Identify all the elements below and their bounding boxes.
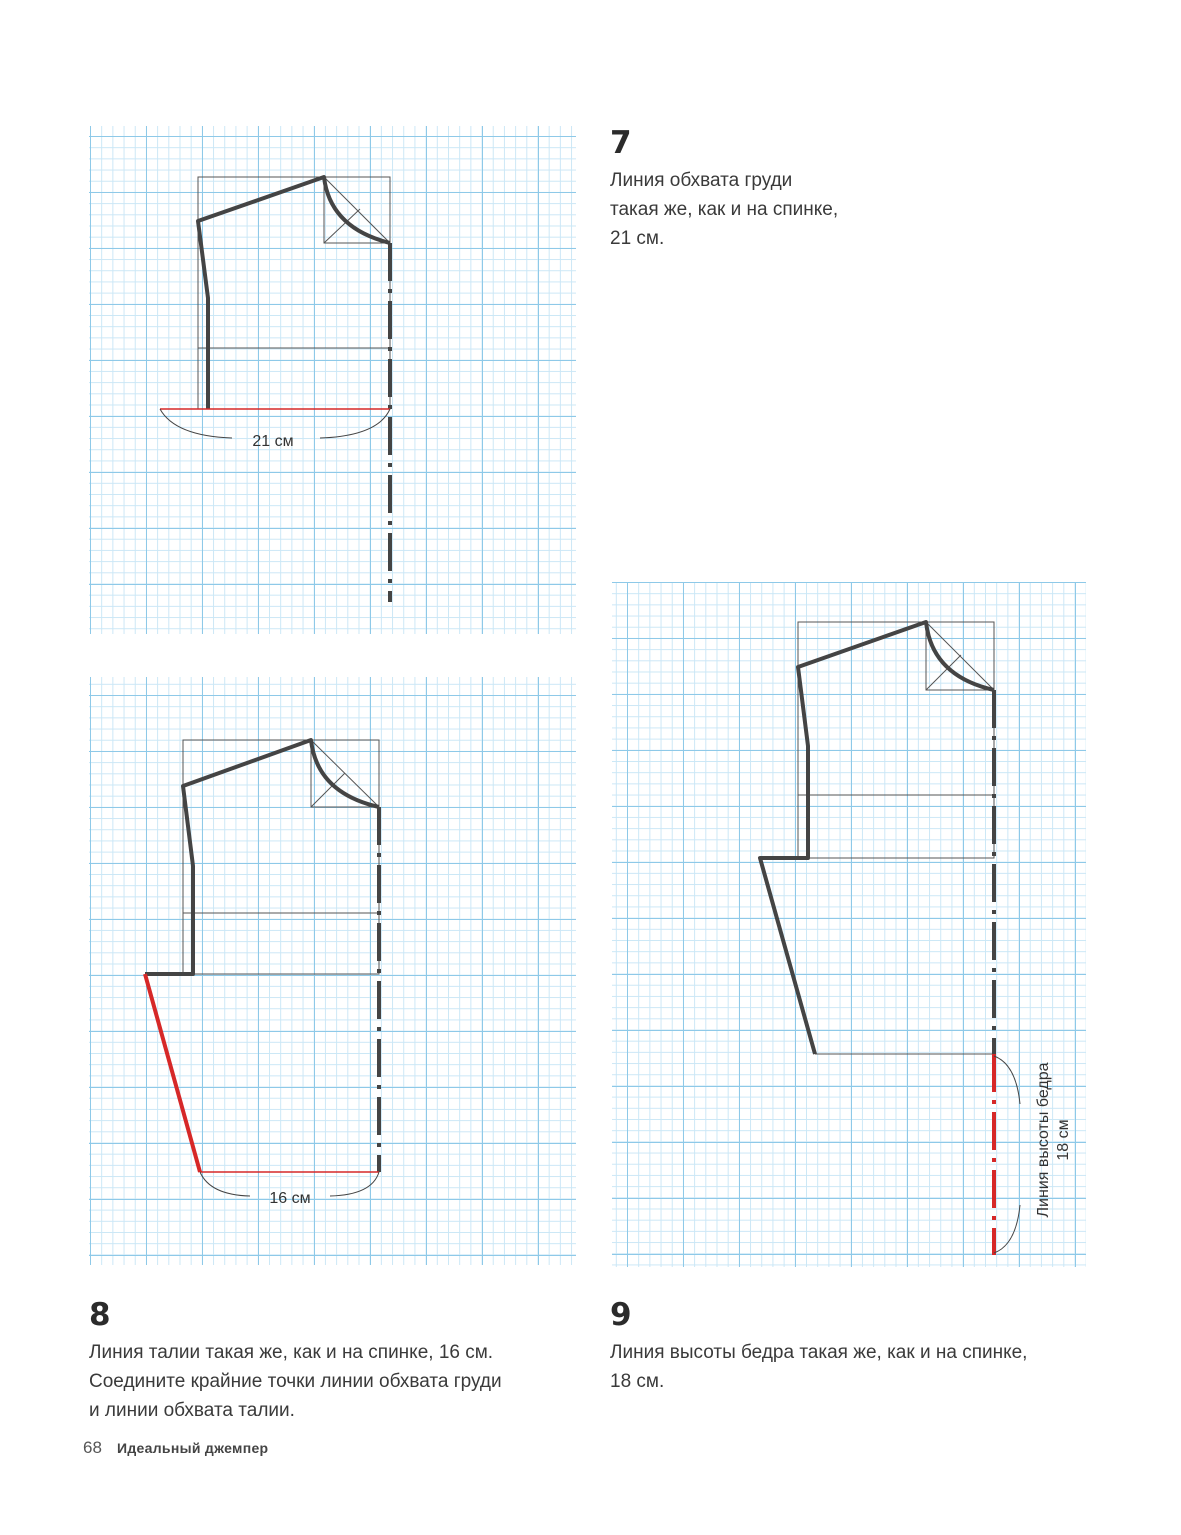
step-description-7: Линия обхвата груди такая же, как и на спинке, 21 см. [610, 170, 839, 249]
front-outline [198, 177, 390, 409]
front-outline [145, 740, 379, 974]
dimension-label-21: 21 см [252, 433, 294, 450]
dimension-label-hip-line1: Линия высоты бедра [1035, 1062, 1052, 1218]
page-number: 68 [83, 1438, 102, 1457]
dimension-arc-right [320, 409, 390, 438]
diagram-step7 [160, 177, 390, 602]
step-number-7: 7 [610, 125, 632, 161]
book-title: Идеальный джемпер [117, 1440, 269, 1456]
step-description-9: Линия высоты бедра такая же, как и на спинке, 18 см. [610, 1342, 1028, 1392]
dimension-label-16: 16 см [269, 1190, 311, 1207]
front-outline [760, 622, 994, 1054]
dimension-arc-top [994, 1056, 1020, 1104]
step-description-8: Линия талии такая же, как и на спинке, 16 см. Соедините крайние точки линии обхвата груди и линии обхвата талии. [89, 1342, 502, 1421]
dimension-arc-left [200, 1172, 250, 1196]
step-number-9: 9 [610, 1297, 632, 1333]
dimension-arc-right [330, 1172, 379, 1196]
dimension-label-hip-line2: 18 см [1055, 1119, 1072, 1161]
step-number-8: 8 [89, 1297, 111, 1333]
dimension-arc-bottom [994, 1205, 1020, 1253]
diagram-step8 [145, 740, 379, 1207]
dimension-arc-left [160, 409, 232, 438]
diagram-step9 [760, 622, 1072, 1255]
side-seam-red [145, 974, 200, 1172]
